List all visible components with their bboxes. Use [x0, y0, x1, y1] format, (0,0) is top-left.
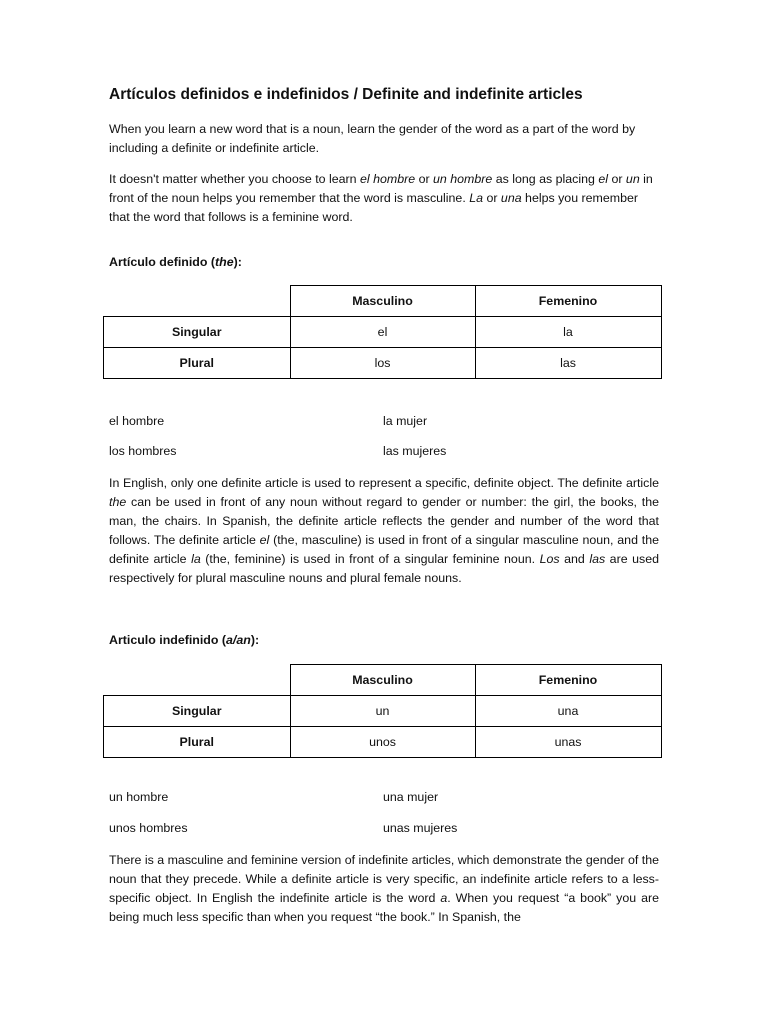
column-header-femenino: Femenino	[475, 665, 661, 696]
row-label-plural: Plural	[104, 727, 291, 758]
indefinite-article-table	[103, 664, 662, 758]
table-corner-cell	[104, 286, 291, 317]
cell-singular-feminine: la	[475, 317, 661, 348]
cell-singular-masculine: el	[290, 317, 475, 348]
table-row	[104, 696, 662, 727]
definite-article-explanation: In English, only one definite article is used to represent a specific, definite object. The definite article the can be used in front of any noun without regard to gender or number: the girl, the books, the man, the chairs. In Spanish, the definite article reflects the gender and number of the word that follows. The definite article el (the, masculine) is used in front of a singular masculine noun, and the definite article la (the, feminine) is used in front of a singular feminine noun. Los and las are used respectively for plural masculine nouns and plural female nouns.	[109, 476, 659, 585]
table-row	[104, 317, 662, 348]
table-row	[104, 727, 662, 758]
table-header-row	[104, 665, 662, 696]
cell-singular-feminine: una	[475, 696, 661, 727]
indefinite-article-explanation: There is a masculine and feminine version of indefinite articles, which demonstrate the gender of the noun that they precede. While a definite article is very specific, an indefinite article refers to a less-specific object. In English the indefinite article is the word a. When you request “a book” you are being much less specific than when you request “the book.” In Spanish, the	[109, 853, 659, 924]
intro-paragraph-1: When you learn a new word that is a noun, learn the gender of the word as a part of the word by including a definite or indefinite article.	[109, 122, 636, 155]
definite-article-table	[103, 285, 662, 379]
table-corner-cell	[104, 665, 291, 696]
row-label-plural: Plural	[104, 348, 291, 379]
cell-plural-feminine: las	[475, 348, 661, 379]
column-header-masculino: Masculino	[290, 286, 475, 317]
column-header-masculino: Masculino	[290, 665, 475, 696]
cell-plural-masculine: unos	[290, 727, 475, 758]
cell-plural-feminine: unas	[475, 727, 661, 758]
column-header-femenino: Femenino	[475, 286, 661, 317]
example-masculine-singular: el hombre	[109, 414, 165, 428]
example-feminine-singular: una mujer	[383, 790, 439, 804]
indefinite-article-table-wrap	[103, 664, 662, 758]
example-masculine-singular: un hombre	[109, 790, 169, 804]
page-title: Artículos definidos e indefinidos / Definite and indefinite articles	[109, 86, 583, 103]
example-feminine-plural: unas mujeres	[383, 821, 458, 835]
cell-plural-masculine: los	[290, 348, 475, 379]
table-header-row	[104, 286, 662, 317]
example-masculine-plural: unos hombres	[109, 821, 188, 835]
intro-paragraph-2: It doesn't matter whether you choose to learn el hombre or un hombre as long as placing el or un in front of the noun helps you remember that the word is masculine. La or una helps you remember that the word that follows is a feminine word.	[109, 172, 653, 224]
definite-article-heading: Artículo definido (the):	[109, 255, 242, 269]
cell-singular-masculine: un	[290, 696, 475, 727]
row-label-singular: Singular	[104, 696, 291, 727]
definite-article-table-wrap	[103, 285, 662, 379]
table-row	[104, 348, 662, 379]
indefinite-article-heading: Articulo indefinido (a/an):	[109, 633, 260, 647]
row-label-singular: Singular	[104, 317, 291, 348]
example-masculine-plural: los hombres	[109, 444, 177, 458]
example-feminine-plural: las mujeres	[383, 444, 447, 458]
example-feminine-singular: la mujer	[383, 414, 428, 428]
